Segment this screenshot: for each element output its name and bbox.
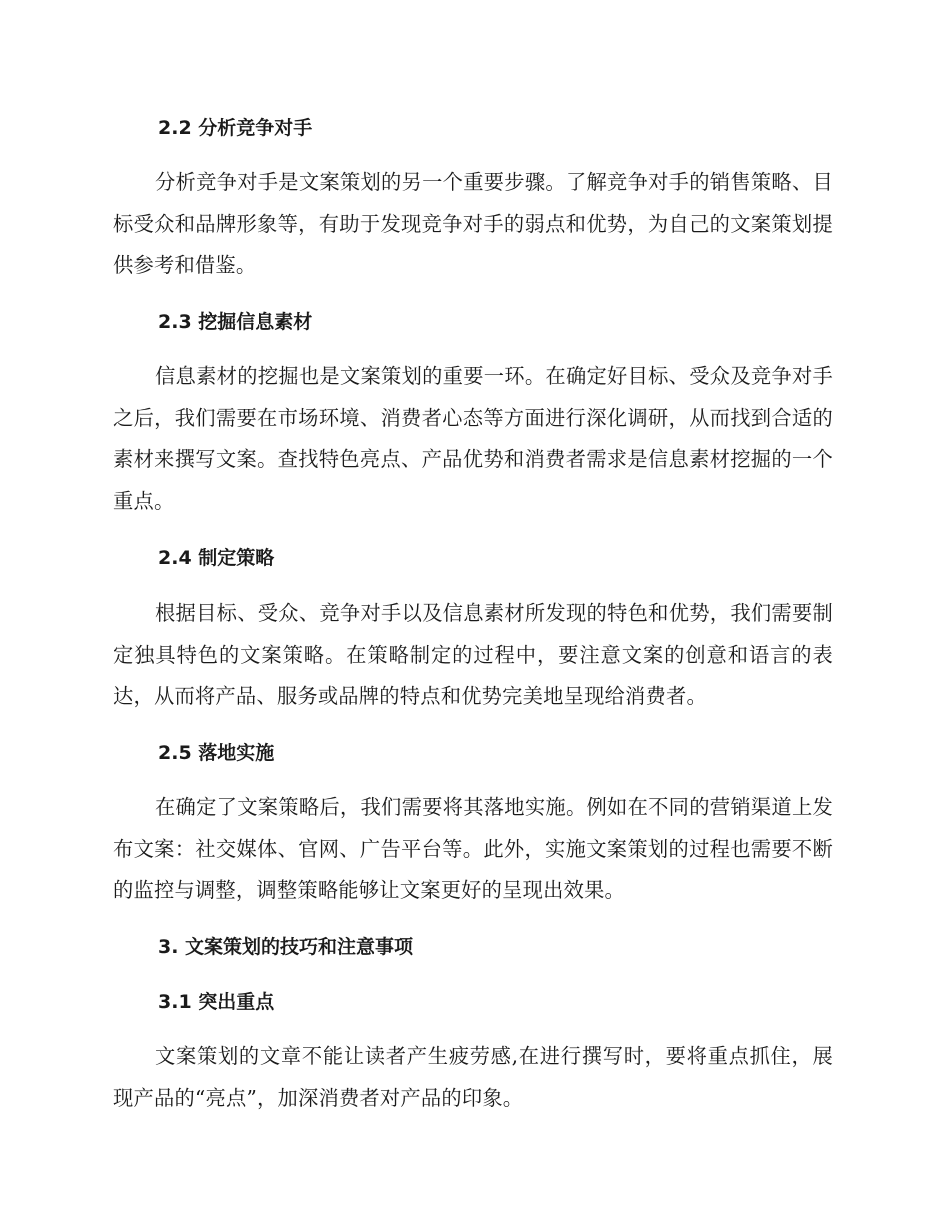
chapter-heading-3: 3. 文案策划的技巧和注意事项 [158, 936, 414, 958]
section-heading-2-5: 2.5 落地实施 [158, 742, 275, 764]
section-body-2-3: 信息素材的挖掘也是文案策划的重要一环。在确定好目标、受众及竞争对手之后，我们需要在市场环境、消费者心态等方面进行深化调研，从而找到合适的素材来撰写文案。查找特色亮点、产品优势和消费者需求是信息素材挖掘的一个重点。 [113, 364, 833, 513]
section-heading-3-1: 3.1 突出重点 [158, 991, 275, 1013]
section-heading-2-2: 2.2 分析竞争对手 [158, 117, 313, 139]
section-body-2-4: 根据目标、受众、竞争对手以及信息素材所发现的特色和优势，我们需要制定独具特色的文案策略。在策略制定的过程中，要注意文案的创意和语言的表达，从而将产品、服务或品牌的特点和优势完美地呈现给消费者。 [113, 601, 833, 708]
section-heading-2-3: 2.3 挖掘信息素材 [158, 311, 313, 333]
section-body-2-5: 在确定了文案策略后，我们需要将其落地实施。例如在不同的营销渠道上发布文案：社交媒体、官网、广告平台等。此外，实施文案策划的过程也需要不断的监控与调整，调整策略能够让文案更好的呈现出效果。 [113, 795, 833, 902]
section-body-3-1: 文案策划的文章不能让读者产生疲劳感,在进行撰写时，要将重点抓住，展现产品的“亮点”，加深消费者对产品的印象。 [113, 1044, 833, 1110]
section-heading-2-4: 2.4 制定策略 [158, 547, 275, 569]
section-body-2-2: 分析竞争对手是文案策划的另一个重要步骤。了解竞争对手的销售策略、目标受众和品牌形象等，有助于发现竞争对手的弱点和优势，为自己的文案策划提供参考和借鉴。 [113, 170, 833, 277]
